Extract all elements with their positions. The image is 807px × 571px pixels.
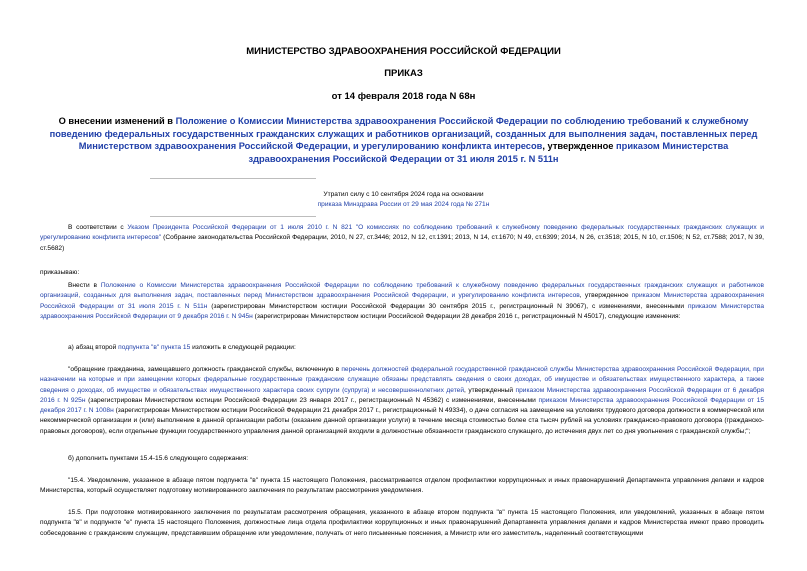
link-order-945n[interactable]: приказом Министерства здравоохранения Российской Федерации от 9 декабря 2016 г. N 945н	[40, 302, 765, 320]
paragraph-changes	[40, 281, 764, 322]
paragraph-text: (зарегистрирован Министерством юстиции Российской Федерации 30 сентября 2015 г., регистрационный N 39067), с изменениями, внесенными	[207, 302, 688, 310]
paragraph-text: (зарегистрирован Министерством юстиции Российской Федерации 23 января 2017 г., регистрационный N 45362) с изменениями, внесенными	[85, 396, 539, 404]
document-type: ПРИКАЗ	[384, 68, 423, 79]
paragraph-text: изложить в следующей редакции:	[190, 344, 296, 351]
title-text: О внесении изменений в	[58, 116, 176, 126]
paragraph-basis	[40, 223, 764, 254]
link-regulation[interactable]: Положение о Комиссии Министерства здравоохранения Российской Федерации по соблюдению требований к служебному поведению федеральных государственных гражданских служащих и работников организаций, созданных для выполнения задач, поставленных перед Министерством здравоохранения Российской Федерации, и урегулированию конфликта интересов	[40, 282, 764, 300]
paragraph-item-a	[40, 343, 764, 353]
title-link-order[interactable]: приказом Министерства здравоохранения Российской Федерации от 31 июля 2015 г. N 511н	[248, 141, 729, 164]
link-order-925n[interactable]: приказом Министерства здравоохранения Российской Федерации от 6 декабря 2016 г. N 925н	[40, 386, 764, 404]
paragraph-15-4: "15.4. Уведомление, указанное в абзаце пятом подпункта "в" пункта 15 настоящего Положения, рассматривается отделом профилактики коррупционных и иных правонарушений Департамента управления делами и кадров Министерства, который осуществляет подготовку мотивированного заключения по результатам рассмотрения уведомления.	[40, 477, 764, 495]
link-positions-list[interactable]: перечень должностей федеральной государственной гражданской службы Министерства здравоохранения Российской Федерации, при назначении на которые и при замещении которых федеральные государственные гражданские служащие обязаны представлять сведения о своих доходах, об имуществе и обязательствах имущественного характера, а также сведения о доходах, об имуществе и обязательствах имущественного характера своих супруги (супруга) и несовершеннолетних детей	[40, 366, 764, 394]
divider-line	[150, 216, 316, 217]
status-note	[0, 190, 807, 210]
paragraph-item-b: б) дополнить пунктами 15.4-15.6 следующего содержания:	[68, 455, 249, 462]
paragraph-text: (Собрание законодательства Российской Федерации, 2010, N 27, ст.3446; 2012, N 12, ст.1391; 2013, N 14, ст.1670; N 49, ст.6399; 2014, N 26, ст.3518; 2015, N 10, ст.1506; N 52, ст.7588; 2017, N 39, ст.5682)	[40, 234, 764, 252]
divider-line	[150, 178, 316, 179]
paragraph-text: , утвержденный	[464, 386, 516, 394]
paragraph-text: Внести в	[68, 282, 101, 289]
paragraph-text: "обращение гражданина, замещавшего должность гражданской службы, включенную в	[68, 366, 342, 373]
paragraph-text: В соответствии с	[68, 224, 128, 231]
link-order-511n[interactable]: приказом Министерства здравоохранения Российской Федерации от 31 июля 2015 г. N 511н	[40, 292, 764, 310]
paragraph-quote	[40, 365, 764, 437]
link-subparagraph-v-15[interactable]: подпункта "в" пункта 15	[118, 344, 191, 351]
document-title	[40, 115, 767, 165]
paragraph-text: а) абзац второй	[68, 344, 119, 351]
title-link-regulation[interactable]: Положение о Комиссии Министерства здравоохранения Российской Федерации по соблюдению требований к служебному поведению федеральных государственных гражданских служащих и работников организаций, созданных для выполнения задач, поставленных перед Министерством здравоохранения Российской Федерации, и урегулированию конфликта интересов	[49, 116, 758, 151]
paragraph-text: , утвержденное	[579, 292, 632, 300]
paragraph-text: (зарегистрирован Министерством юстиции Российской Федерации 28 декабря 2016 г., регистрационный N 45017), следующие изменения:	[252, 312, 681, 320]
title-text: , утвержденное	[542, 141, 617, 151]
paragraph-text: (зарегистрирован Министерством юстиции Российской Федерации 21 декабря 2017 г., регистрационный N 49334), о даче согласия на замещение на условиях трудового договора должности в коммерческой или некоммерческой организации и (или) выполнение в данной организации работы (оказание данной организации услуги) в течение месяца стоимостью более ста тысяч рублей на условиях гражданско-правового договора (гражданско-правовых договоров), если отдельные функции государственного управления данной организацией входили в должностные обязанности гражданского служащего, до истечения двух лет со дня увольнения с гражданской службы;";	[40, 407, 764, 435]
paragraph-15-5: 15.5. При подготовке мотивированного заключения по результатам рассмотрения обращения, указанного в абзаце втором подпункта "в" пункта 15 настоящего Положения, или уведомлений, указанных в абзаце пятом подпункта "в" и подпункте "е" пункта 15 настоящего Положения, должностные лица отдела профилактики коррупционных и иных правонарушений Департамента управления делами и кадров Министерства имеют право проводить собеседование с гражданским служащим, представившим обращение или уведомление, получать от него письменные пояснения, а Министр или его заместитель, наделенный соответствующими	[40, 509, 764, 537]
link-presidential-decree[interactable]: Указом Президента Российской Федерации от 1 июля 2010 г. N 821 "О комиссиях по соблюдению требований к служебному поведению федеральных государственных гражданских служащих и урегулированию конфликта интересов"	[40, 224, 764, 242]
paragraph-order: приказываю:	[40, 269, 80, 276]
status-note-line: Утратил силу с 10 сентября 2024 года на основании	[323, 191, 484, 198]
status-note-link[interactable]: приказа Минздрава России от 29 мая 2024 года № 271н	[317, 201, 490, 208]
ministry-heading: МИНИСТЕРСТВО ЗДРАВООХРАНЕНИЯ РОССИЙСКОЙ ФЕДЕРАЦИИ	[246, 46, 561, 57]
document-date-number: от 14 февраля 2018 года N 68н	[331, 91, 476, 102]
link-order-1008n[interactable]: приказом Министерства здравоохранения Российской Федерации от 15 декабря 2017 г. N 1008н	[40, 396, 764, 415]
